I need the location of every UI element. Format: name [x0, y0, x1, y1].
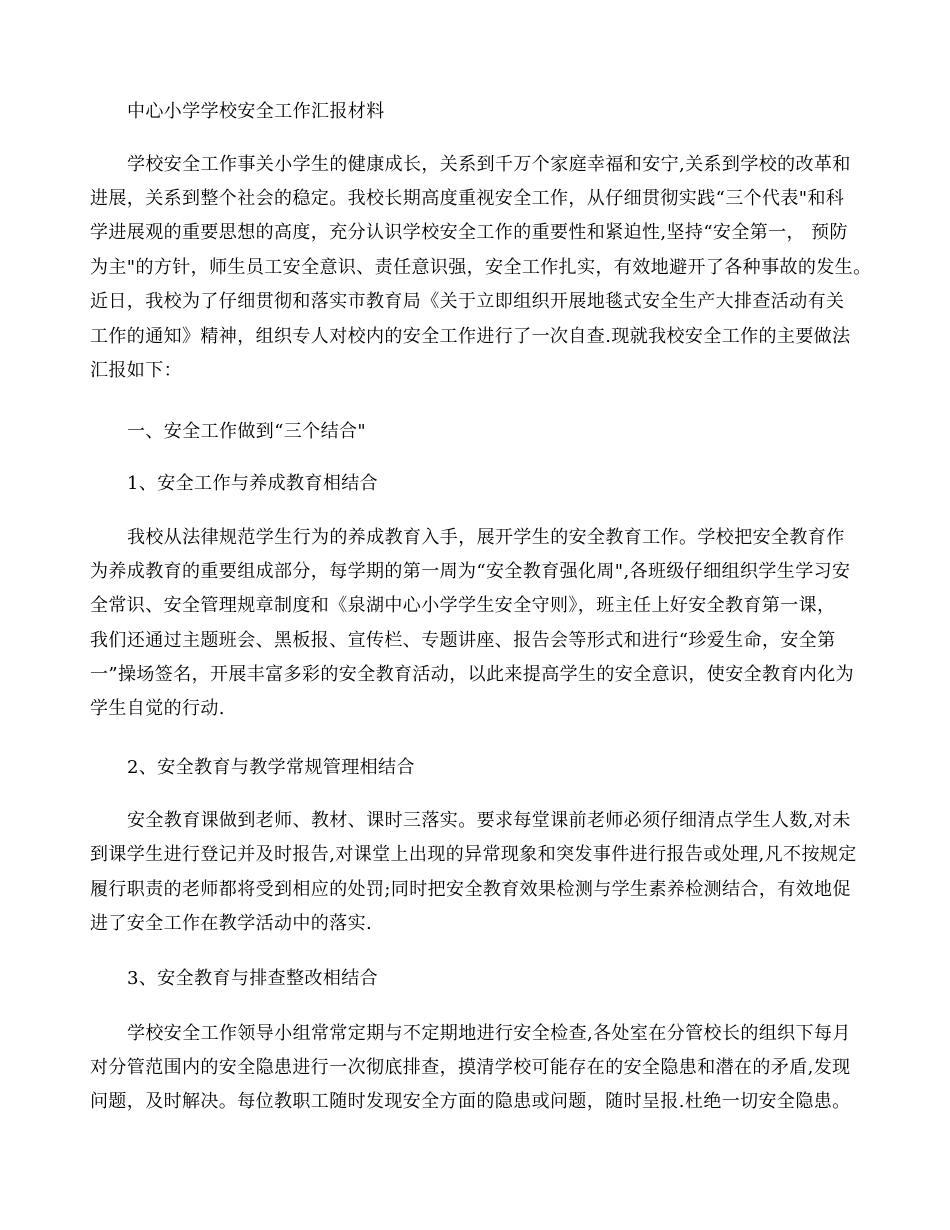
section-heading: 一、安全工作做到“三个结合" — [127, 421, 367, 442]
subsection-heading: 3、安全教育与排查整改相结合 — [127, 968, 379, 989]
paragraph-line: 学生自觉的行动. — [90, 698, 225, 719]
subsection-heading: 2、安全教育与教学常规管理相结合 — [127, 757, 415, 778]
document-title: 中心小学学校安全工作汇报材料 — [127, 101, 385, 122]
paragraph-line: 学校安全工作事关小学生的健康成长，关系到千万个家庭幸福和安宁,关系到学校的改革和 — [127, 154, 851, 175]
paragraph-line: 近日，我校为了仔细贯彻和落实市教育局《关于立即组织开展地毯式安全生产大排查活动有关 — [90, 291, 845, 312]
paragraph-line: 全常识、安全管理规章制度和《泉湖中心小学学生安全守则》，班主任上好安全教育第一课， — [90, 595, 836, 616]
subsection-heading: 1、安全工作与养成教育相结合 — [127, 473, 379, 494]
paragraph-line: 我校从法律规范学生行为的养成教育入手，展开学生的安全教育工作。学校把安全教育作 — [127, 527, 845, 548]
paragraph-line: 履行职责的老师都将受到相应的处罚;同时把安全教育效果检测与学生素养检测结合，有效地促 — [90, 879, 851, 900]
paragraph-line: 到课学生进行登记并及时报告,对课堂上出现的异常现象和突发事件进行报告或处理,凡不按规定 — [90, 844, 857, 865]
paragraph-line: 学校安全工作领导小组常常定期与不定期地进行安全检查,各处室在分管校长的组织下每月 — [127, 1023, 851, 1044]
paragraph-line: 工作的通知》精神，组织专人对校内的安全工作进行了一次自查.现就我校安全工作的主要做法 — [90, 326, 851, 347]
paragraph-line: 进了安全工作在教学活动中的落实. — [90, 913, 373, 934]
paragraph-line: 一”操场签名，开展丰富多彩的安全教育活动，以此来提高学生的安全意识，使安全教育内化为 — [90, 664, 854, 685]
paragraph-line: 安全教育课做到老师、教材、课时三落实。要求每堂课前老师必须仔细清点学生人数,对未 — [127, 810, 851, 831]
paragraph-line: 我们还通过主题班会、黑板报、宣传栏、专题讲座、报告会等形式和进行“珍爱生命，安全第 — [90, 630, 836, 651]
paragraph-line: 对分管范围内的安全隐患进行一次彻底排查，摸清学校可能存在的安全隐患和潜在的矛盾,发现 — [90, 1057, 851, 1078]
paragraph-line: 汇报如下： — [90, 360, 182, 381]
paragraph-line: 进展，关系到整个社会的稳定。我校长期高度重视安全工作，从仔细贯彻实践“三个代表"和科 — [90, 188, 845, 209]
paragraph-line: 学进展观的重要思想的高度，充分认识学校安全工作的重要性和紧迫性,坚持“安全第一， 预防 — [90, 222, 848, 243]
paragraph-line: 问题，及时解决。每位教职工随时发现安全方面的隐患或问题，随时呈报.杜绝一切安全隐患。 — [90, 1091, 851, 1112]
paragraph-line: 为主"的方针，师生员工安全意识、责任意识强，安全工作扎实，有效地避开了各种事故的发生。 — [90, 257, 872, 278]
paragraph-line: 为养成教育的重要组成部分，每学期的第一周为“安全教育强化周",各班级仔细组织学生学习安 — [90, 561, 851, 582]
